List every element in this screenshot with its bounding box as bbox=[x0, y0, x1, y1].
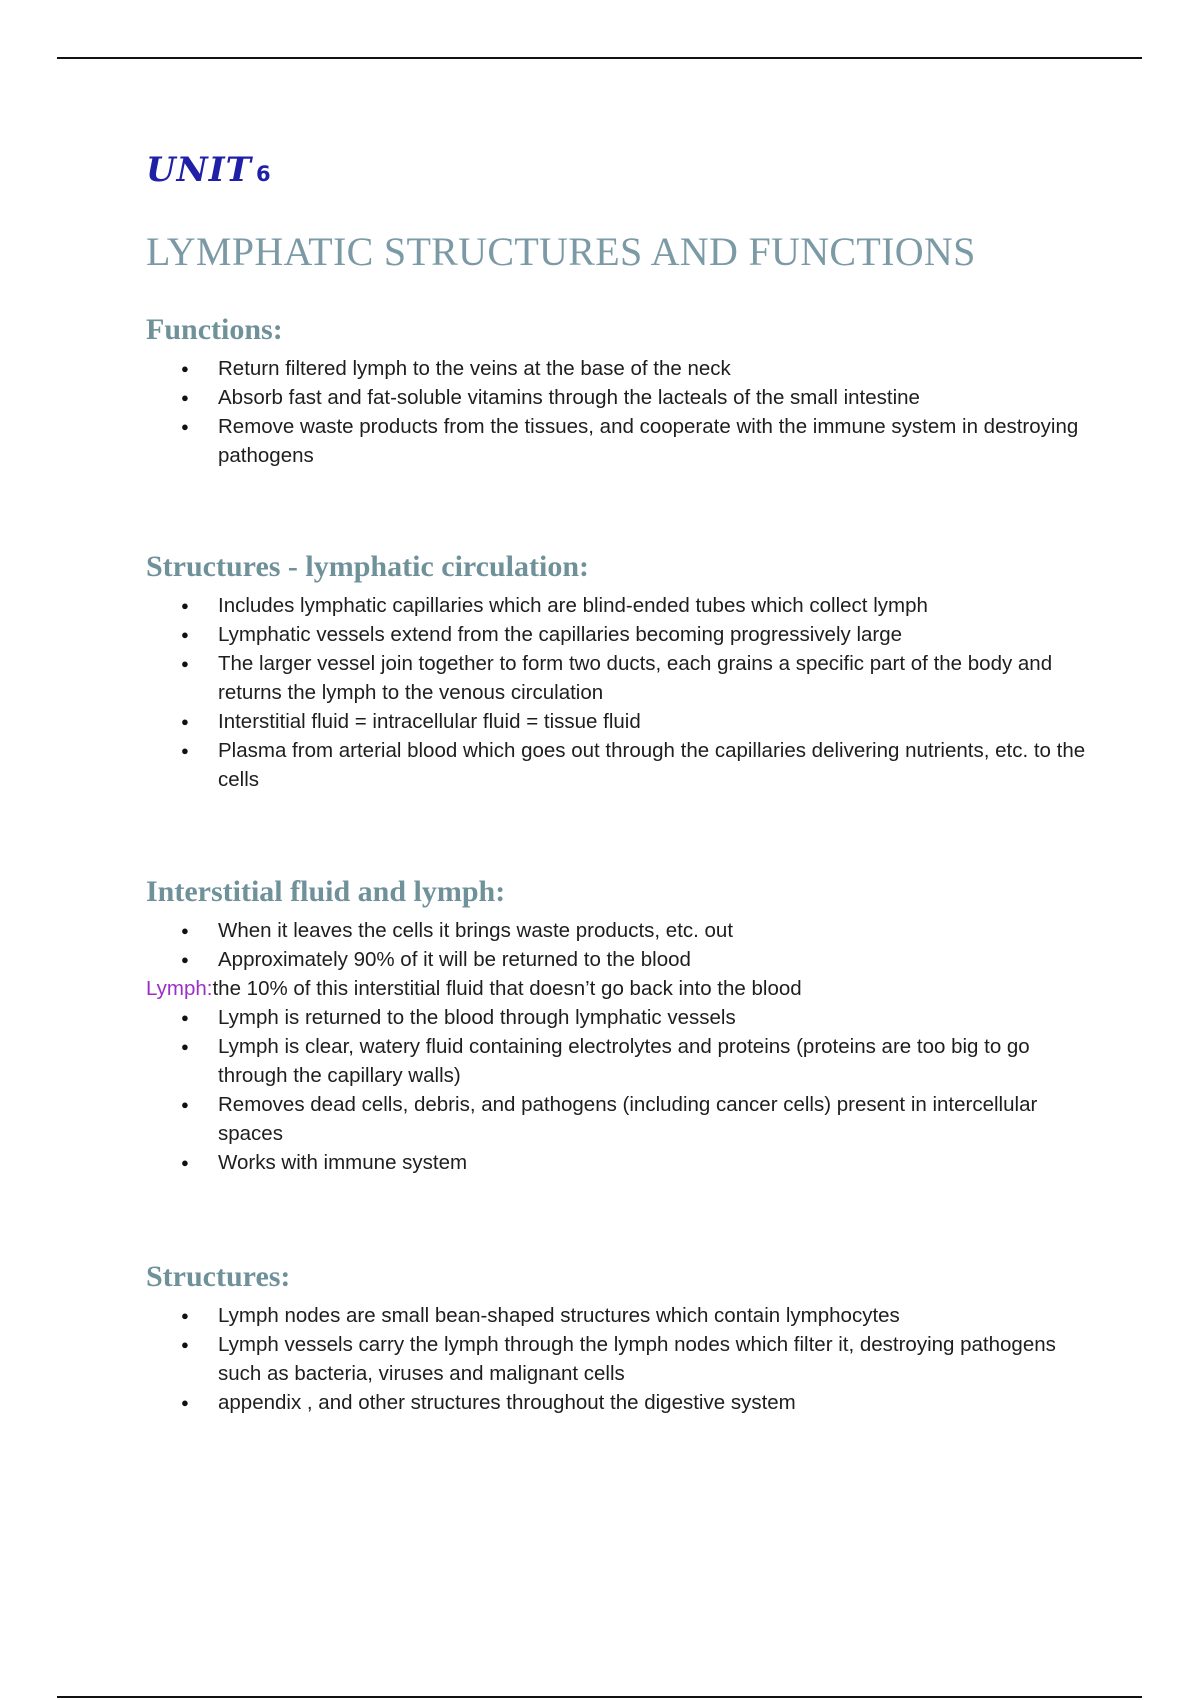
list-item: ● Remove waste products from the tissues, and cooperate with the immune system in destroying pathogens bbox=[146, 412, 1086, 470]
list-item: ● Lymph is clear, watery fluid containing electrolytes and proteins (proteins are too big to go through the capillary walls) bbox=[146, 1032, 1086, 1090]
list-item: ● Includes lymphatic capillaries which are blind-ended tubes which collect lymph bbox=[146, 591, 1086, 620]
section-heading-functions: Functions: bbox=[146, 313, 283, 346]
section-heading-interstitial: Interstitial fluid and lymph: bbox=[146, 875, 506, 908]
list-item: ● Approximately 90% of it will be returned to the blood bbox=[146, 945, 1086, 974]
unit-label bbox=[146, 146, 1086, 194]
list-item: ● appendix , and other structures throughout the digestive system bbox=[146, 1388, 1086, 1417]
list-item: ● Lymphatic vessels extend from the capillaries becoming progressively large bbox=[146, 620, 1086, 649]
bottom-rule bbox=[57, 1696, 1142, 1698]
list-item: ● Removes dead cells, debris, and pathogens (including cancer cells) present in intercellular spaces bbox=[146, 1090, 1086, 1148]
list-item: ● Lymph is returned to the blood through lymphatic vessels bbox=[146, 1003, 1086, 1032]
circulation-list bbox=[146, 591, 1086, 794]
unit-word: UNIT bbox=[146, 150, 252, 190]
document-body bbox=[146, 146, 1086, 1417]
interstitial-list-before bbox=[146, 916, 1086, 974]
section-lymphatic-circulation bbox=[146, 547, 1086, 794]
list-item: ● Works with immune system bbox=[146, 1148, 1086, 1177]
list-item: ● Interstitial fluid = intracellular fluid = tissue fluid bbox=[146, 707, 1086, 736]
top-rule bbox=[57, 57, 1142, 59]
unit-number: 6 bbox=[255, 162, 272, 186]
structures-list bbox=[146, 1301, 1086, 1417]
section-functions bbox=[146, 310, 1086, 470]
list-item: ● Plasma from arterial blood which goes out through the capillaries delivering nutrients, etc. to the cells bbox=[146, 736, 1086, 794]
list-item: ● The larger vessel join together to form two ducts, each grains a specific part of the body and returns the lymph to the venous circulation bbox=[146, 649, 1086, 707]
list-item: ● Lymph vessels carry the lymph through the lymph nodes which filter it, destroying pathogens such as bacteria, viruses and malignant cells bbox=[146, 1330, 1086, 1388]
section-heading-structures: Structures: bbox=[146, 1260, 291, 1293]
page-title: LYMPHATIC STRUCTURES AND FUNCTIONS bbox=[146, 229, 976, 274]
lymph-term: Lymph: bbox=[146, 977, 213, 1000]
section-heading-circulation: Structures - lymphatic circulation: bbox=[146, 550, 590, 583]
lymph-definition-text: the 10% of this interstitial fluid that doesn’t go back into the blood bbox=[212, 977, 802, 1000]
list-item: ● Lymph nodes are small bean-shaped structures which contain lymphocytes bbox=[146, 1301, 1086, 1330]
list-item: ● When it leaves the cells it brings waste products, etc. out bbox=[146, 916, 1086, 945]
section-interstitial-fluid bbox=[146, 872, 1086, 1177]
lymph-definition bbox=[146, 974, 1086, 1003]
list-item: ● Return filtered lymph to the veins at the base of the neck bbox=[146, 354, 1086, 383]
functions-list bbox=[146, 354, 1086, 470]
list-item: ● Absorb fast and fat-soluble vitamins through the lacteals of the small intestine bbox=[146, 383, 1086, 412]
section-structures bbox=[146, 1257, 1086, 1417]
interstitial-list-after bbox=[146, 1003, 1086, 1177]
